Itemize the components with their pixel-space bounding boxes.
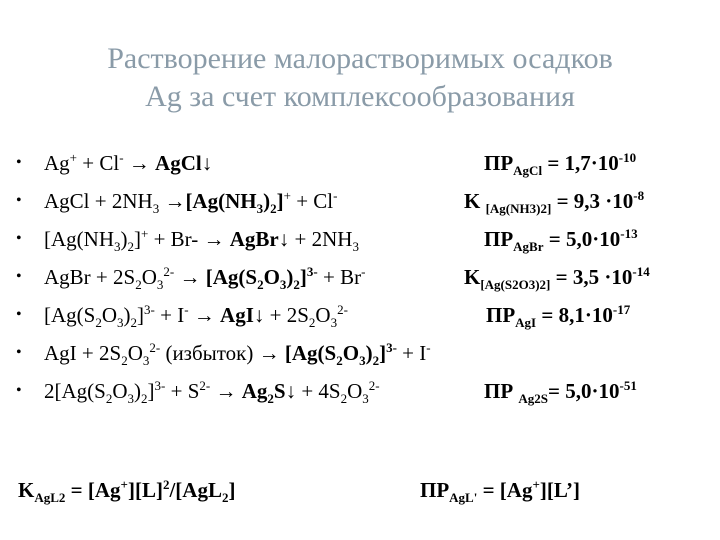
reaction-row-7 <box>16 376 716 406</box>
slide-title <box>0 40 720 116</box>
bullet: • <box>16 230 22 247</box>
reaction-constant: $ПР_{AgI} = 8,1\cdot 10^{-17}$ <box>486 302 631 331</box>
bullet: • <box>16 268 22 285</box>
bullet: • <box>16 192 22 209</box>
reaction-constant: ПР $_{Ag2S}= 5,0\cdot 10^{-51}$ <box>484 378 637 407</box>
reaction-equation: AgBr + $2S_2O_3^{2-} \to [Ag(S_2O_3)_2]^{3-} + Br^-$ <box>44 264 366 293</box>
reaction-row-4 <box>16 262 716 292</box>
reaction-row-2 <box>16 186 716 216</box>
reaction-row-1 <box>16 148 716 178</box>
conditional-solubility-formula: $ПР_{AgL'}$ = [Ag+][L’] <box>420 477 580 506</box>
reaction-equation: AgCl + $2NH_3 \to[Ag(NH_3)_2]^+ + Cl^-$ <box>44 188 338 217</box>
reaction-constant: K $_{[Ag(NH3)2]} = 9,3 \cdot 10^{-8}$ <box>464 188 645 217</box>
bullet: • <box>16 306 22 323</box>
reaction-row-6 <box>16 338 716 368</box>
reaction-equation: $[Ag(S_2O_3)_2]^{3-} + I^-$ → AgI↓ + $2S_2O_3^{2-}$ <box>44 302 348 331</box>
bullet: • <box>16 154 22 171</box>
reaction-equation: AgI + $2S_2O_3^{2-}$ (избыток) → $[Ag(S_2O_3)_2]^{3-} + I^-$ <box>44 340 431 369</box>
bullet: • <box>16 344 22 361</box>
reaction-constant: $K_{[Ag(S2O3)2]} = 3,5 \cdot 10^{-14}$ <box>464 264 650 293</box>
reaction-equation: $2[Ag(S_2O_3)_2]^{3-} + S^{2-}$ → $Ag_2S↓ + 4S_2O_3^{2-}$ <box>44 378 380 407</box>
reaction-equation: $[Ag(NH_3)_2]^+ + Br-$ → AgBr↓ + $2NH_3$ <box>44 226 359 255</box>
title-line-2: Ag за счет комплексообразования <box>145 80 575 113</box>
bullet: • <box>16 382 22 399</box>
stability-constant-formula: $K_{AgL2} = [Ag^+][L]^2/[AgL_2]$ <box>18 477 236 506</box>
reaction-row-5 <box>16 300 716 330</box>
reaction-constant: $ПР_{AgCl} = 1,7\cdot 10^{-10}$ <box>484 150 637 179</box>
title-line-1: Растворение малорастворимых осадков <box>107 42 613 75</box>
reaction-constant: $ПР_{AgBr} = 5,0\cdot 10^{-13}$ <box>484 226 638 255</box>
reaction-row-3 <box>16 224 716 254</box>
reaction-equation: Ag+ + Cl- → AgCl↓ <box>44 150 213 175</box>
